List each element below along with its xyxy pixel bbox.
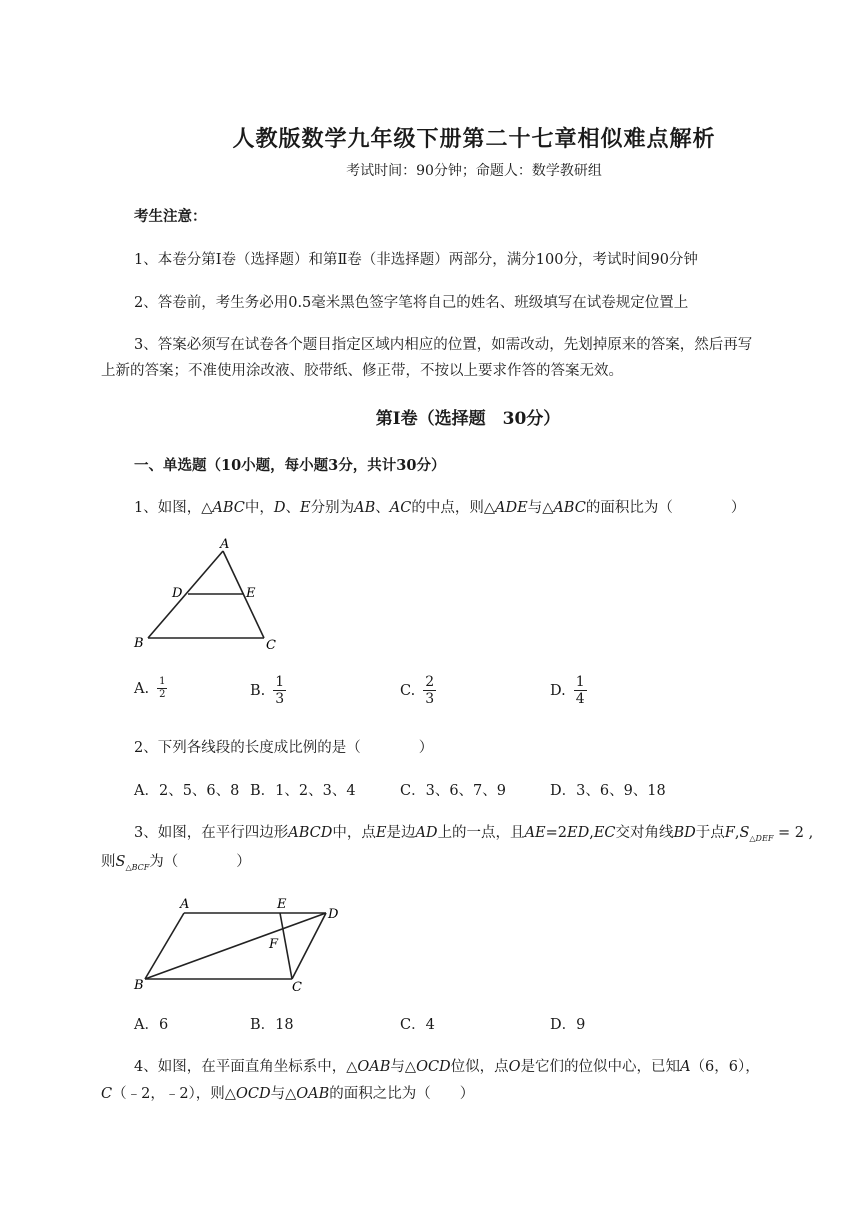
question-4-text-cont: C（﹣2，﹣2），则△OCD与△OAB的面积之比为（ ） xyxy=(101,1086,475,1102)
question-1-text: 1、如图，△ABC中，D、E分别为AB、AC的中点，则△ADE与△ABC的面积比为（ ） xyxy=(134,500,746,516)
question-1-triangle-figure xyxy=(128,533,288,658)
segment-ec xyxy=(280,913,292,979)
diagonal-bd xyxy=(145,913,326,979)
section-title: 第Ⅰ卷（选择题 30分） xyxy=(375,409,561,429)
q2-option-a[interactable]: A．2、5、6、8 xyxy=(134,783,240,799)
q1-option-c[interactable]: C. $\frac{2}{3}$ xyxy=(400,674,435,707)
label-a: A xyxy=(220,537,230,552)
label-b: B xyxy=(134,978,144,992)
question-2-text: 2、下列各线段的长度成比例的是（ ） xyxy=(134,740,434,756)
question-3-parallelogram-figure xyxy=(128,890,358,992)
q3-option-c[interactable]: C．4 xyxy=(400,1017,435,1033)
label-a: A xyxy=(180,897,190,912)
notice-item-1: 1、本卷分第Ⅰ卷（选择题）和第Ⅱ卷（非选择题）两部分，满分100分，考试时间90分钟 xyxy=(134,252,698,268)
label-c: C xyxy=(292,980,302,992)
label-e: E xyxy=(246,586,256,601)
page-title: 人教版数学九年级下册第二十七章相似难点解析 xyxy=(232,126,716,152)
label-d: D xyxy=(328,907,339,922)
q2-option-d[interactable]: D．3、6、9、18 xyxy=(550,783,666,799)
question-4-text: 4、如图，在平面直角坐标系中，△OAB与△OCD位似，点O是它们的位似中心，已知A（6，6）， xyxy=(134,1059,760,1075)
label-c: C xyxy=(266,638,276,653)
notice-item-2: 2、答卷前，考生务必用0.5毫米黑色签字笔将自己的姓名、班级填写在试卷规定位置上 xyxy=(134,295,689,311)
label-d: D xyxy=(172,586,183,601)
question-3-text: 3、如图，在平行四边形ABCD中，点E是边AD上的一点，且AE=2ED,EC交对角线BD于点$F,S_{\triangle DEF} = 2$ , xyxy=(134,825,814,843)
exam-subtitle: 考试时间：90分钟；命题人：数学教研组 xyxy=(346,163,602,179)
notice-heading: 考生注意： xyxy=(134,208,207,225)
q2-option-b[interactable]: B．1、2、3、4 xyxy=(250,783,356,799)
q3-option-d[interactable]: D．9 xyxy=(550,1017,586,1033)
question-3-text-cont: 则$S_{\triangle BCF}$为（ ） xyxy=(101,854,251,872)
part-heading: 一、单选题（10小题，每小题3分，共计30分） xyxy=(134,457,446,474)
notice-item-3-cont: 上新的答案；不准使用涂改液、胶带纸、修正带，不按以上要求作答的答案无效。 xyxy=(101,363,623,379)
label-e: E xyxy=(277,897,287,912)
label-f: F xyxy=(269,937,279,952)
q1-option-b[interactable]: B. $\frac{1}{3}$ xyxy=(250,674,285,707)
q3-option-b[interactable]: B．18 xyxy=(250,1017,294,1033)
q3-option-a[interactable]: A．6 xyxy=(134,1017,169,1033)
notice-item-3: 3、答案必须写在试卷各个题目指定区域内相应的位置，如需改动，先划掉原来的答案，然后再写 xyxy=(134,337,753,353)
q2-option-c[interactable]: C．3、6、7、9 xyxy=(400,783,506,799)
q1-option-a[interactable]: A. $\frac{1}{2}$ xyxy=(134,676,166,700)
q1-option-d[interactable]: D. $\frac{1}{4}$ xyxy=(550,674,585,707)
label-b: B xyxy=(134,636,144,651)
side-ab xyxy=(145,913,184,979)
